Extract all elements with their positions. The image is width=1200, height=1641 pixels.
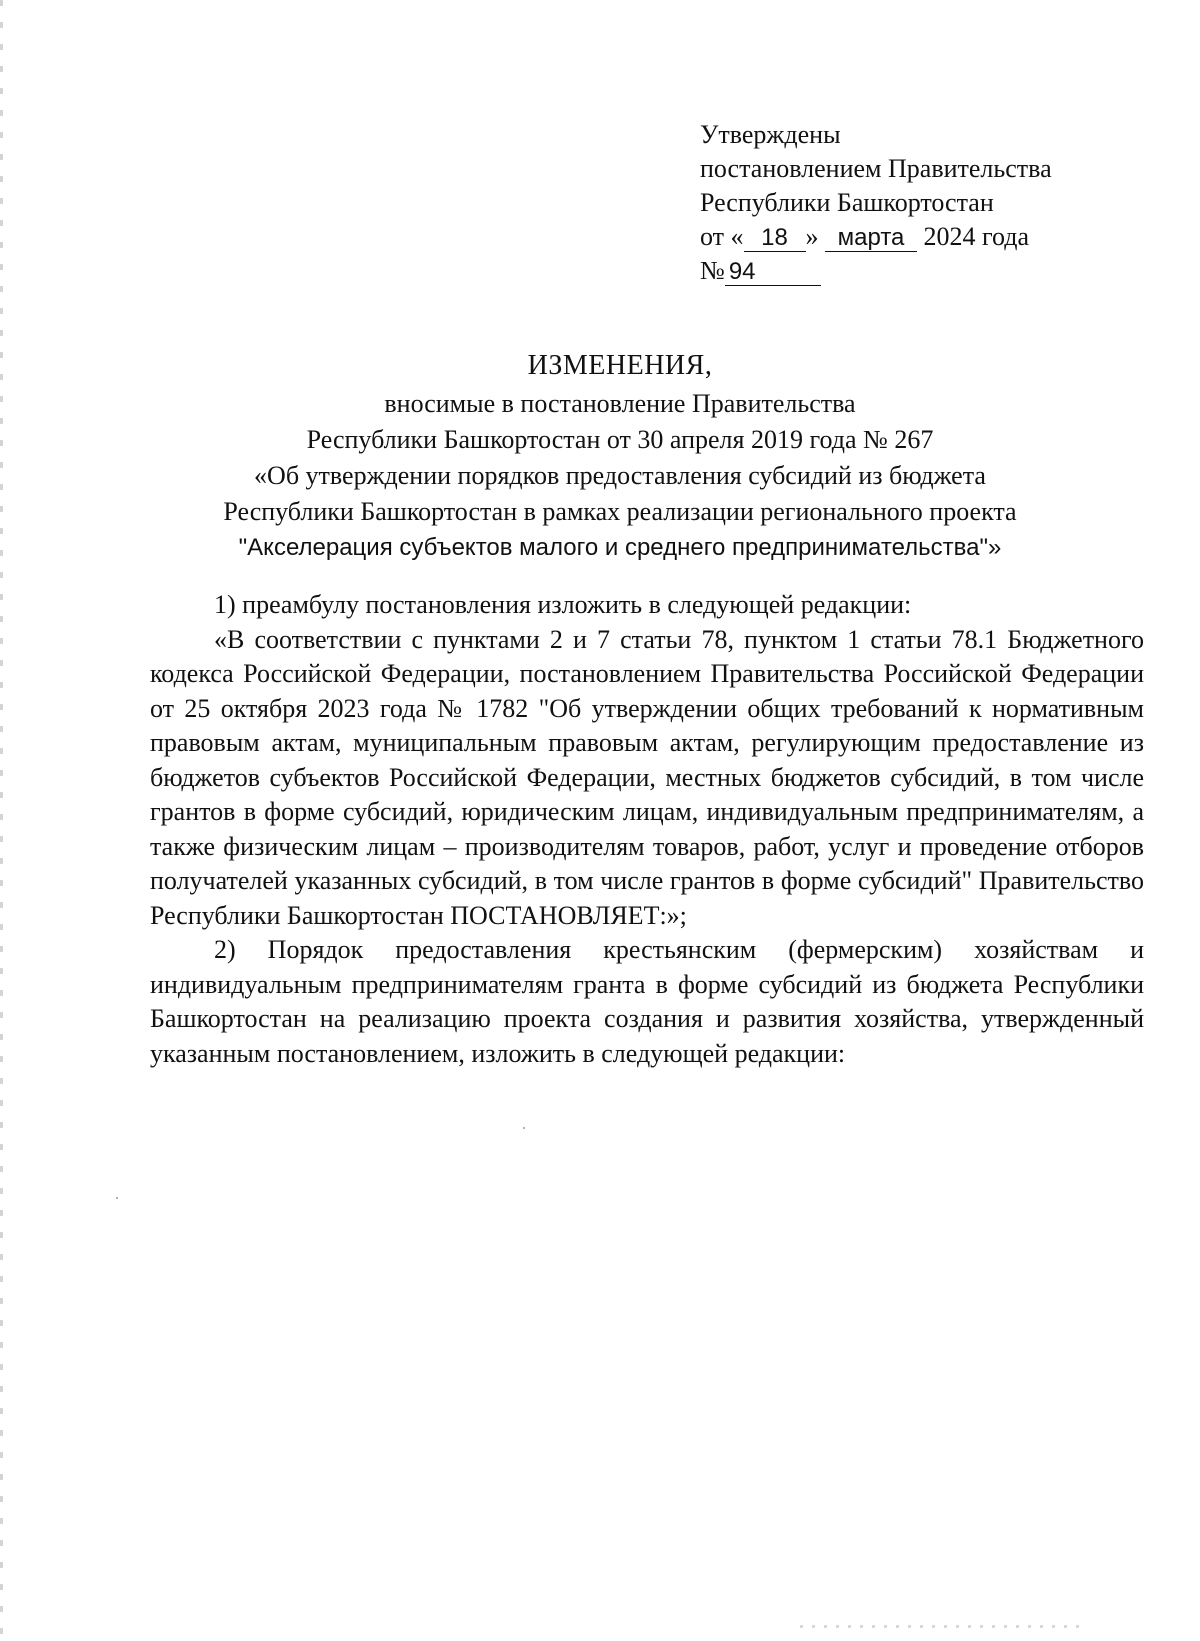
approval-date-suffix: 2024 года bbox=[923, 222, 1030, 251]
approval-number: 94 bbox=[725, 259, 821, 286]
document-body bbox=[150, 588, 1144, 1071]
title-line-4: Республики Башкортостан в рамках реализации регионального проекта bbox=[223, 497, 1017, 526]
approval-date-line bbox=[700, 220, 1140, 254]
scan-edge-artifact bbox=[0, 0, 3, 1641]
approval-number-line bbox=[700, 254, 1140, 288]
approval-number-prefix: № bbox=[700, 256, 725, 285]
document-heading: ИЗМЕНЕНИЯ, bbox=[527, 350, 713, 381]
title-line-1: вносимые в постановление Правительства bbox=[384, 389, 856, 418]
title-line-5: "Акселерация субъектов малого и среднего предпринимательства"» bbox=[238, 534, 1002, 561]
approval-day: 18 bbox=[744, 225, 806, 252]
item-1-paragraph: 1) преамбулу постановления изложить в следующей редакции: bbox=[214, 590, 912, 619]
preamble-paragraph: «В соответствии с пунктами 2 и 7 статьи 78, пунктом 1 статьи 78.1 Бюджетного кодекса Российской Федерации, постановлением Правительства Российской Федерации от 25 октября 2023 года № 1782 "Об утверждении общих требований к нормативным правовым актам, муниципальным правовым актам, регулирующим предоставление из бюджетов субъектов Российской Федерации, местных бюджетов субсидий, в том числе грантов в форме субсидий, юридическим лицам, индивидуальным предпринимателям, а также физическим лицам – производителям товаров, работ, услуг и проведение отборов получателей указанных субсидий, в том числе грантов в форме субсидий" Правительство Республики Башкортостан ПОСТАНОВЛЯЕТ:»; bbox=[150, 624, 1144, 930]
approval-date-mid: » bbox=[805, 222, 819, 251]
title-line-3: «Об утверждении порядков предоставления субсидий из бюджета bbox=[254, 461, 986, 490]
scan-bottom-artifact bbox=[800, 1625, 1080, 1628]
title-line-2: Республики Башкортостан от 30 апреля 2019 года № 267 bbox=[306, 425, 934, 454]
scan-speck bbox=[116, 1197, 118, 1199]
approval-stamp-block bbox=[700, 118, 1140, 288]
approval-date-prefix: от « bbox=[700, 222, 744, 251]
approval-line-republic: Республики Башкортостан bbox=[700, 188, 994, 217]
approval-month: марта bbox=[825, 225, 917, 252]
approval-line-resolution: постановлением Правительства bbox=[700, 154, 1052, 183]
approval-line-approved: Утверждены bbox=[700, 120, 841, 149]
item-2-paragraph: 2) Порядок предоставления крестьянским (фермерским) хозяйствам и индивидуальным предпринимателям гранта в форме субсидий из бюджета Республики Башкортостан на реализацию проекта создания и развития хозяйства, утвержденный указанным постановлением, изложить в следующей редакции: bbox=[150, 935, 1144, 1068]
document-title-block bbox=[150, 348, 1090, 566]
scan-speck bbox=[523, 1127, 525, 1129]
